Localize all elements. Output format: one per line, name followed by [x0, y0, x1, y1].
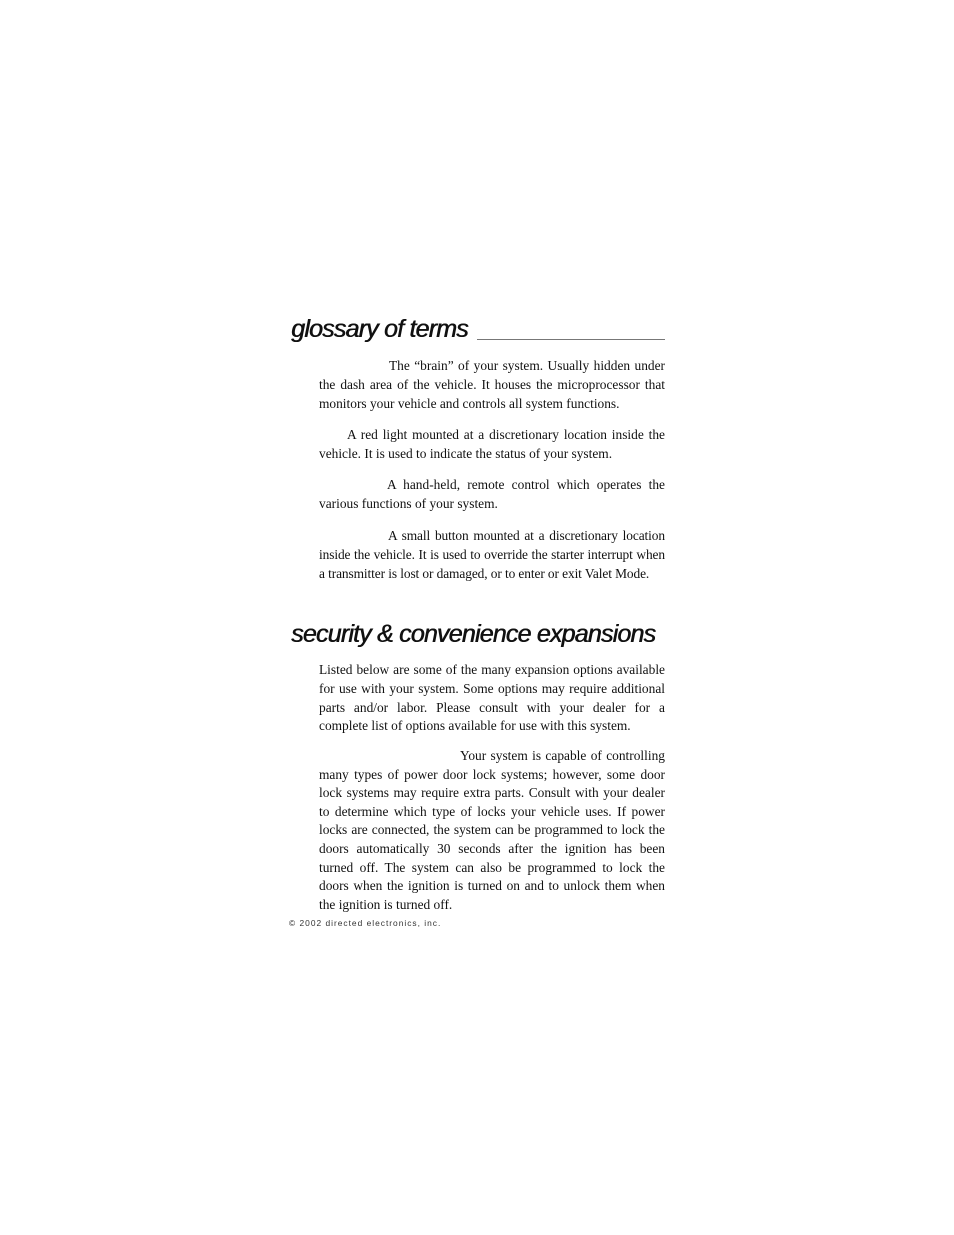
expansions-title: security & convenience expansions: [291, 620, 656, 648]
glossary-entry-control-module: The “brain” of your system. Usually hidden under the dash area of the vehicle. It houses the microprocessor that monitors your vehicle and controls all system functions.: [319, 358, 665, 411]
glossary-entry-status-led: A red light mounted at a discretionary location inside the vehicle. It is used to indicate the status of your system.: [319, 427, 665, 461]
expansions-heading: [291, 622, 665, 647]
glossary-entry-transmitter: A hand-held, remote control which operates the various functions of your system.: [319, 477, 665, 511]
glossary-heading-rule: [477, 339, 665, 340]
glossary-title: glossary of terms: [291, 315, 468, 343]
copyright-footer: © 2002 directed electronics, inc.: [289, 918, 442, 928]
glossary-entry-valet-switch: A small button mounted at a discretionary location inside the vehicle. It is used to override the starter interrupt when a transmitter is lost or damaged, or to enter or exit Valet Mode.: [319, 528, 665, 581]
expansion-door-locks: Your system is capable of controlling many types of power door lock systems; however, some door lock systems may require extra parts. Consult with your dealer to determine which type of locks your vehicle uses. If power locks are connected, the system can be programmed to lock the doors automatically 30 seconds after the ignition has been turned off. The system can also be programmed to lock the doors when the ignition is turned on and to unlock them when the ignition is turned off.: [319, 748, 665, 912]
expansions-intro: Listed below are some of the many expansion options available for use with your system. Some options may require additional parts and/or labor. Please consult with your dealer for a complete list of options available for use with this system.: [319, 662, 665, 734]
